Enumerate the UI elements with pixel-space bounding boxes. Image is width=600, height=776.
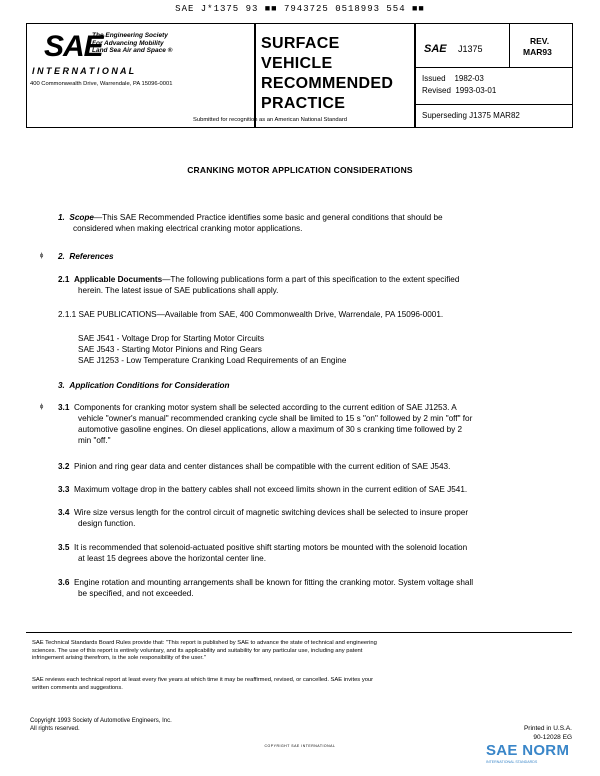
- board-rules-line-1: SAE Technical Standards Board Rules provide that: "This report is published by SAE to advance the state of technical and engineering: [32, 640, 377, 646]
- section-2-heading: References: [69, 252, 114, 261]
- reference-j543: SAE J543 - Starting Motor Pinions and Ring Gears: [78, 345, 262, 354]
- board-rules-line-2: sciences. The use of this report is entirely voluntary, and its applicability and suitability for any particular use, including any patent: [32, 647, 363, 654]
- issued-date: Issued 1982-03: [422, 74, 484, 83]
- revision-date: MAR93: [523, 47, 552, 57]
- review-line-2: written comments and suggestions.: [32, 684, 123, 691]
- section-3-5-line-2: at least 15 degrees above the horizontal center line.: [78, 554, 266, 563]
- title-line-4: PRACTICE: [261, 95, 346, 112]
- rights-line: All rights reserved.: [30, 725, 80, 732]
- section-3-1-line-3: automotive gasoline engines. On diesel applications, allow a maximum of 30 s cranking time followed by 2: [78, 425, 463, 434]
- section-3-1: [58, 402, 558, 446]
- section-3-3-text: Maximum voltage drop in the battery cables shall not exceed limits shown in the current edition of SAE J541.: [73, 485, 468, 494]
- superseding-note: Superseding J1375 MAR82: [422, 111, 520, 120]
- review-line-1: SAE reviews each technical report at least every five years at which time it may be reaffirmed, revised, or cancelled. SAE invites your: [32, 677, 374, 683]
- section-1-scope: [58, 212, 558, 234]
- section-3-6-number: 3.6: [58, 578, 70, 587]
- society-tagline: [92, 32, 172, 55]
- revised-date: Revised 1993-03-01: [422, 86, 497, 95]
- document-title: CRANKING MOTOR APPLICATION CONSIDERATIONS: [187, 165, 413, 175]
- section-3-6-line-2: be specified, and not exceeded.: [78, 589, 194, 598]
- watermark-logo: [486, 742, 596, 772]
- margin-mark-2: ɸ: [40, 404, 44, 410]
- section-2-1: [58, 274, 558, 296]
- sae-small-logo: SAE: [424, 43, 447, 55]
- document-number: J1375: [458, 44, 483, 54]
- watermark-text: SAE NORM: [486, 742, 570, 759]
- section-2-1-heading: Applicable Documents: [73, 275, 163, 284]
- section-1-text-a: —This SAE Recommended Practice identifies some basic and general conditions that should be: [93, 213, 443, 222]
- header-divider-rev: [509, 23, 510, 67]
- section-3-number: 3.: [58, 381, 65, 390]
- section-2-references: [58, 251, 114, 262]
- document-code-line: SAE J*1375 93 ■■ 7943725 0518993 554 ■■: [175, 4, 425, 14]
- section-3-heading: Application Conditions for Consideration: [69, 381, 230, 390]
- header-rule-right-2: [415, 104, 572, 105]
- title-line-1: SURFACE: [261, 35, 340, 52]
- reference-list: [78, 333, 346, 366]
- footer-rule: [26, 632, 572, 633]
- registered-mark: ®: [167, 47, 173, 54]
- copyright-block: [30, 718, 172, 733]
- section-3-4-line-1: Wire size versus length for the control circuit of magnetic switching devices shall be selected to insure proper: [73, 508, 469, 517]
- document-type-title: [261, 34, 393, 114]
- tiny-center-note: COPYRIGHT SAE INTERNATIONAL: [264, 744, 336, 748]
- section-3-6: [58, 577, 558, 599]
- section-3-4-number: 3.4: [58, 508, 70, 517]
- tagline-line-2: For Advancing Mobility: [92, 39, 164, 47]
- section-2-1-text-a: —The following publications form a part of this specification to the extent specified: [162, 275, 460, 284]
- section-3-3: [58, 484, 558, 495]
- section-3-4-line-2: design function.: [78, 519, 136, 528]
- header-rule-right-1: [415, 67, 572, 68]
- section-2-1-text-b: herein. The latest issue of SAE publications shall apply.: [78, 286, 279, 295]
- board-rules-line-3: infringement arising therefrom, is the sole responsibility of the user.": [32, 655, 206, 661]
- tagline-line-1: The Engineering Society: [92, 32, 168, 39]
- section-1-heading: Scope: [69, 213, 94, 222]
- review-note: [32, 677, 572, 692]
- copyright-line: Copyright 1993 Society of Automotive Engineers, Inc.: [30, 718, 172, 724]
- section-2-number: 2.: [58, 252, 65, 261]
- header-divider-left: [254, 23, 256, 128]
- printed-block: [500, 724, 572, 742]
- form-code: 90-12028 EG: [533, 734, 572, 741]
- watermark-subtext: INTERNATIONAL STANDARDS: [486, 760, 538, 764]
- section-3-5-line-1: It is recommended that solenoid-actuated positive shift starting motors be mounted with the solenoid location: [73, 543, 468, 552]
- board-rules-note: [32, 640, 572, 663]
- section-3-2: [58, 461, 558, 472]
- society-address: 400 Commonwealth Drive, Warrendale, PA 15096-0001: [30, 81, 173, 87]
- section-3-application: [58, 380, 230, 391]
- ansi-submission-note: Submitted for recognition as an American National Standard: [193, 117, 348, 123]
- tagline-line-3: Land Sea Air and Space: [92, 47, 166, 54]
- header-divider-right: [414, 23, 416, 128]
- section-3-3-number: 3.3: [58, 485, 70, 494]
- section-1-number: 1.: [58, 213, 65, 222]
- title-line-2: VEHICLE: [261, 55, 333, 72]
- section-3-1-number: 3.1: [58, 403, 70, 412]
- section-3-1-line-2: vehicle "owner's manual" recommended cranking cycle shall be limited to 15 s "on" followed by 2 min "off" for: [78, 414, 473, 423]
- section-1-text-b: considered when making electrical cranking motor applications.: [73, 224, 303, 233]
- section-3-4: [58, 507, 558, 529]
- section-3-2-text: Pinion and ring gear data and center distances shall be compatible with the current edition of SAE J543.: [73, 462, 451, 471]
- reference-j541: SAE J541 - Voltage Drop for Starting Motor Circuits: [78, 334, 265, 343]
- section-3-5-number: 3.5: [58, 543, 70, 552]
- international-wordmark: I N T E R N A T I O N A L: [32, 66, 135, 76]
- printed-line: Printed in U.S.A.: [523, 725, 572, 732]
- section-3-5: [58, 542, 558, 564]
- revision-label: REV.: [530, 36, 550, 46]
- section-2-1-1: 2.1.1 SAE PUBLICATIONS—Available from SAE, 400 Commonwealth Drive, Warrendale, PA 15096-0001.: [58, 310, 444, 319]
- sae-logo: SAE: [44, 30, 103, 63]
- margin-mark-1: ɸ: [40, 253, 44, 259]
- section-3-2-number: 3.2: [58, 462, 70, 471]
- section-2-1-number: 2.1: [58, 275, 70, 284]
- section-3-1-line-1: Components for cranking motor system shall be selected according to the current edition of SAE J1253. A: [73, 403, 457, 412]
- reference-j1253: SAE J1253 - Low Temperature Cranking Load Requirements of an Engine: [78, 356, 347, 365]
- title-line-3: RECOMMENDED: [261, 75, 394, 92]
- section-3-6-line-1: Engine rotation and mounting arrangements shall be known for fitting the cranking motor. System voltage shall: [73, 578, 474, 587]
- section-3-1-line-4: min "off.": [78, 436, 111, 445]
